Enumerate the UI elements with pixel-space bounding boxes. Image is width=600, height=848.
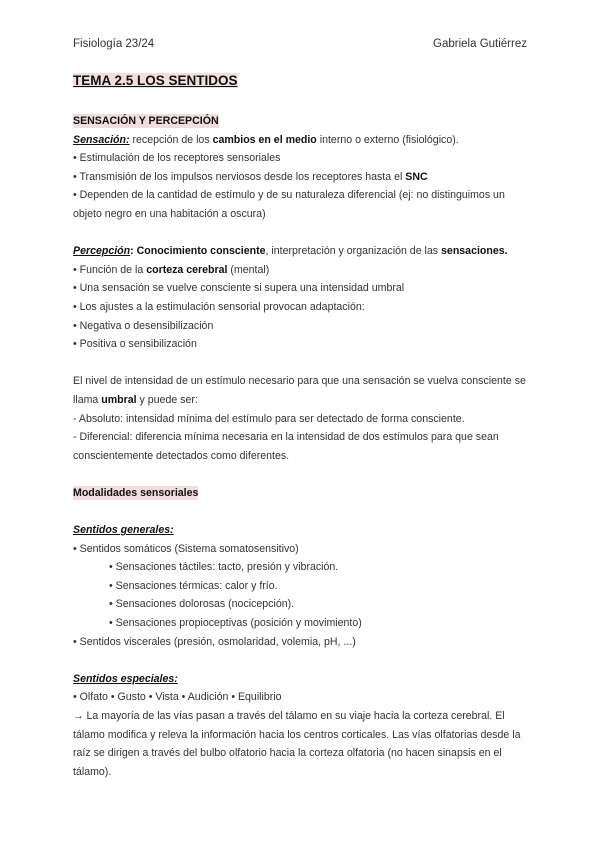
list-item: - Diferencial: diferencia mínima necesaria en la intensidad de dos estímulos para que sean conscientemente detectados como diferentes. <box>73 431 499 462</box>
bold-term: corteza cerebral <box>146 263 228 276</box>
bold-term: Conocimiento consciente <box>136 245 266 258</box>
bold-term: umbral <box>101 393 137 406</box>
list-item: • Positiva o sensibilización <box>73 338 197 351</box>
list-item: • Sentidos viscerales (presión, osmolaridad, volemia, pH, ...) <box>73 635 356 648</box>
list-item: • Los ajustes a la estimulación sensorial provocan adaptación: <box>73 300 365 313</box>
text-fragment: (mental) <box>227 263 270 276</box>
document-body <box>73 112 528 781</box>
list-item: - Absoluto: intensidad mínima del estímulo para ser detectado de forma consciente. <box>73 412 465 425</box>
bold-term: cambios en el medio <box>212 133 317 146</box>
page-title <box>73 73 238 88</box>
header-course: Fisiología 23/24 <box>73 38 155 50</box>
sentidos-generales-label: Sentidos generales: <box>73 524 174 537</box>
list-item: • Negativa o desensibilización <box>73 319 214 332</box>
text-fragment: : <box>130 245 137 258</box>
section-heading-sensacion-percepcion: SENSACIÓN Y PERCEPCIÓN <box>73 115 219 127</box>
list-item: • Sensaciones dolorosas (nocicepción). <box>109 598 295 611</box>
list-item <box>73 261 528 280</box>
text-fragment: y puede ser: <box>136 393 198 406</box>
bold-term: SNC <box>405 170 428 183</box>
text-fragment: , interpretación y organización de las <box>265 245 442 258</box>
percepcion-definition <box>73 242 528 261</box>
sensacion-label: Sensación: <box>73 133 130 146</box>
text-fragment: interno o externo (fisiológico). <box>316 133 459 146</box>
header-author: Gabriela Gutiérrez <box>433 38 527 50</box>
list-item: • Una sensación se vuelve consciente si supera una intensidad umbral <box>73 282 405 295</box>
text-fragment: El nivel de intensidad de un estímulo necesario para que una sensación se vuelva consciente se llama <box>73 375 526 406</box>
list-item: • Sensaciones táctiles: tacto, presión y vibración. <box>109 561 339 574</box>
sentidos-especiales-label: Sentidos especiales: <box>73 672 178 685</box>
sensacion-definition <box>73 131 528 150</box>
bold-term: sensaciones. <box>441 245 508 258</box>
page-title-text: TEMA 2.5 LOS SENTIDOS <box>73 73 238 88</box>
talamo-paragraph: → La mayoría de las vías pasan a través del tálamo en su viaje hacia la corteza cerebral. El tálamo modifica y releva la información hacia los centros corticales. Las vías olfatorias desde la raíz se dirigen a través del bulbo olfatorio hacia la corteza olfatoria (no hacen sinapsis en el tálamo). <box>73 710 521 778</box>
text-fragment: • Transmisión de los impulsos nerviosos desde los receptores hasta el <box>73 170 406 183</box>
list-item: • Olfato • Gusto • Vista • Audición • Equilibrio <box>73 691 282 704</box>
list-item: • Estimulación de los receptores sensoriales <box>73 152 281 165</box>
text-fragment: • Función de la <box>73 263 147 276</box>
list-item: • Sentidos somáticos (Sistema somatosensitivo) <box>73 542 299 555</box>
percepcion-label: Percepción <box>73 245 131 258</box>
text-fragment: recepción de los <box>129 133 213 146</box>
list-item: • Dependen de la cantidad de estímulo y de su naturaleza diferencial (ej: no distinguimos un objeto negro en una habitación a oscura) <box>73 189 505 220</box>
umbral-paragraph <box>73 372 528 409</box>
section-heading-modalidades: Modalidades sensoriales <box>73 486 199 499</box>
list-item <box>73 168 528 187</box>
list-item: • Sensaciones propioceptivas (posición y movimiento) <box>109 617 362 630</box>
list-item: • Sensaciones térmicas: calor y frío. <box>109 579 278 592</box>
